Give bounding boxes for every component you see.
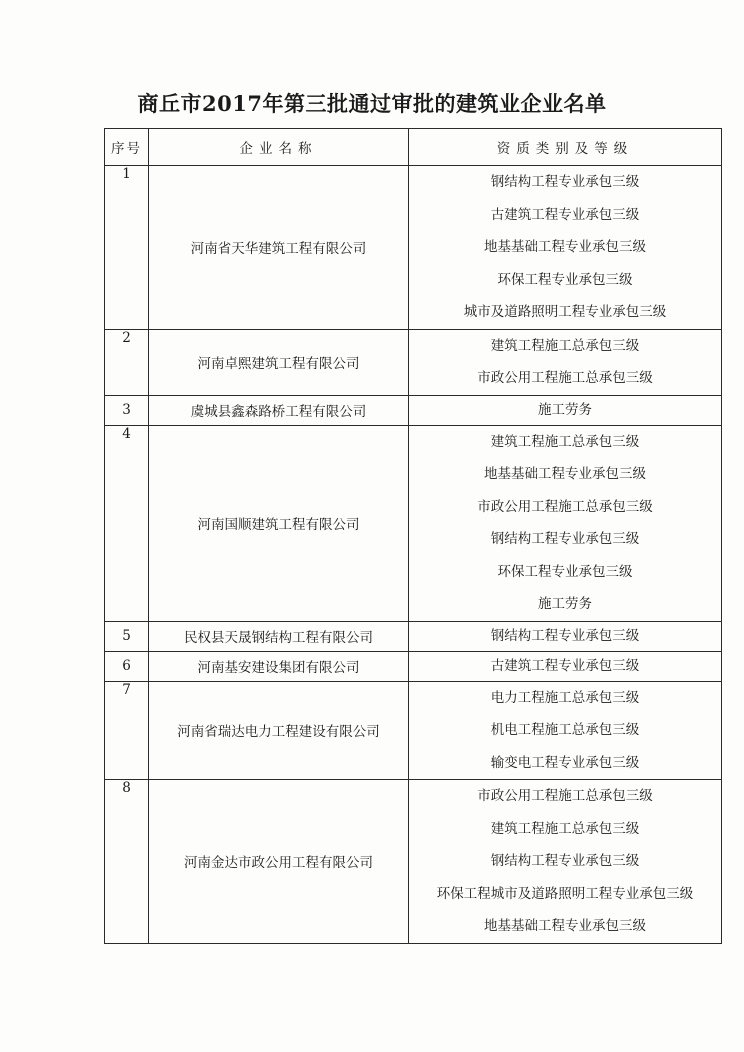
- company-name: 河南基安建设集团有限公司: [149, 651, 409, 681]
- qualification-item: 钢结构工程专业承包三级: [490, 531, 640, 547]
- table-row: [105, 780, 722, 944]
- qualification-item: 环保工程专业承包三级: [497, 271, 633, 288]
- qualification-item: 环保工程专业承包三级: [497, 563, 633, 580]
- qualification-item: 电力工程施工总承包三级: [490, 689, 640, 706]
- page-title: 商丘市2017年第三批通过审批的建筑业企业名单: [137, 91, 607, 116]
- qualification-list: [409, 395, 722, 425]
- company-name: 河南省天华建筑工程有限公司: [149, 166, 409, 330]
- qualification-item: 市政公用工程施工总承包三级: [477, 498, 653, 515]
- qualification-item: 机电工程施工总承包三级: [490, 722, 640, 738]
- row-no: 6: [105, 651, 149, 681]
- table-row: [105, 621, 722, 651]
- qualification-list: [409, 425, 722, 621]
- header-no: 序号: [105, 129, 149, 166]
- qualification-item: 施工劳务: [538, 401, 592, 418]
- qualification-item: 环保工程城市及道路照明工程专业承包三级: [436, 885, 694, 902]
- table-header-row: [105, 129, 722, 166]
- qualification-item: 建筑工程施工总承包三级: [490, 820, 640, 837]
- company-name: 民权县天晟钢结构工程有限公司: [149, 621, 409, 651]
- qualification-item: 城市及道路照明工程专业承包三级: [463, 304, 667, 320]
- header-qual: 资质类别及等级: [409, 129, 722, 166]
- header-name: 企业名称: [149, 129, 409, 166]
- qualification-item: 建筑工程施工总承包三级: [490, 337, 640, 354]
- qualification-item: 古建筑工程专业承包三级: [490, 657, 640, 674]
- table-row: [105, 651, 722, 681]
- qualification-list: [409, 166, 722, 330]
- row-no: 2: [105, 329, 149, 395]
- row-no: 5: [105, 621, 149, 651]
- qualification-item: 古建筑工程专业承包三级: [490, 206, 640, 223]
- table-row: [105, 681, 722, 780]
- table-row: [105, 425, 722, 621]
- company-name: 河南省瑞达电力工程建设有限公司: [149, 681, 409, 780]
- qualification-item: 地基基础工程专业承包三级: [484, 466, 646, 482]
- qualification-item: 地基基础工程专业承包三级: [484, 239, 646, 255]
- qualification-list: [409, 681, 722, 780]
- qualification-list: [409, 651, 722, 681]
- table-row: [105, 166, 722, 330]
- qualification-item: 市政公用工程施工总承包三级: [477, 788, 653, 804]
- qualification-list: [409, 780, 722, 944]
- qualification-item: 施工劳务: [538, 596, 592, 612]
- row-no: 1: [105, 166, 149, 330]
- qualification-item: 地基基础工程专业承包三级: [484, 918, 646, 934]
- qualification-item: 市政公用工程施工总承包三级: [477, 370, 653, 386]
- qualification-item: 钢结构工程专业承包三级: [490, 853, 640, 869]
- table-row: [105, 329, 722, 395]
- company-name: 河南金达市政公用工程有限公司: [149, 780, 409, 944]
- row-no: 4: [105, 425, 149, 621]
- qualification-item: 钢结构工程专业承包三级: [490, 627, 640, 644]
- qualification-list: [409, 329, 722, 395]
- qualification-item: 输变电工程专业承包三级: [490, 754, 640, 771]
- qualification-item: 建筑工程施工总承包三级: [490, 433, 640, 450]
- table-row: [105, 395, 722, 425]
- enterprise-table: [104, 128, 722, 944]
- company-name: 虞城县鑫森路桥工程有限公司: [149, 395, 409, 425]
- company-name: 河南卓熙建筑工程有限公司: [149, 329, 409, 395]
- row-no: 3: [105, 395, 149, 425]
- qualification-list: [409, 621, 722, 651]
- row-no: 8: [105, 780, 149, 944]
- row-no: 7: [105, 681, 149, 780]
- company-name: 河南国顺建筑工程有限公司: [149, 425, 409, 621]
- qualification-item: 钢结构工程专业承包三级: [490, 174, 640, 190]
